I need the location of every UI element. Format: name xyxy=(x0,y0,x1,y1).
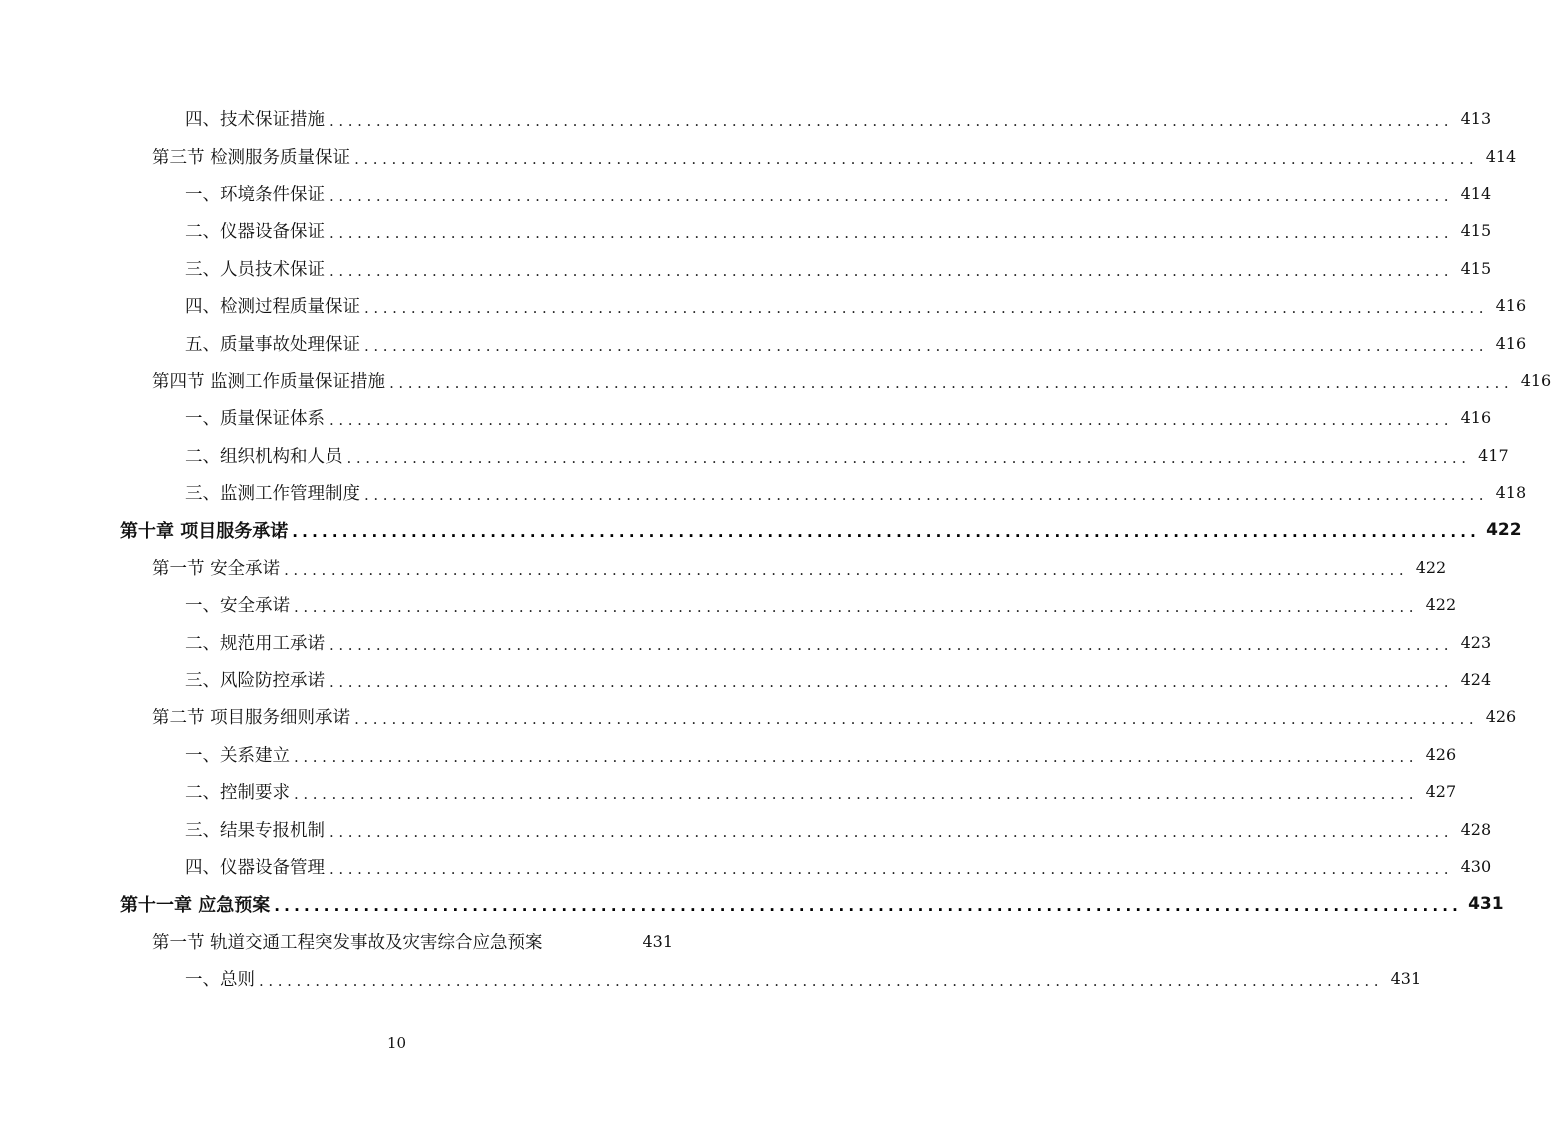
toc-subsection-entry[interactable] xyxy=(0,960,1422,997)
toc-entry-page: 414 xyxy=(1485,146,1517,166)
toc-entry-title: 五、质量事故处理保证 xyxy=(185,334,360,355)
toc-section-entry[interactable] xyxy=(0,549,1447,586)
toc-dot-leader: ........................................................................................................................ xyxy=(346,448,1471,467)
toc-entry-title: 一、关系建立 xyxy=(185,745,290,766)
toc-subsection-entry[interactable] xyxy=(0,586,1457,623)
toc-entry-page: 415 xyxy=(1460,221,1492,241)
toc-subsection-entry[interactable] xyxy=(0,474,1527,511)
toc-entry-page: 414 xyxy=(1460,183,1492,203)
toc-chapter-entry[interactable] xyxy=(0,885,1504,922)
toc-dot-leader: ........................................................................................................................ xyxy=(329,186,1454,205)
toc-entry-title: 第十章 项目服务承诺 xyxy=(120,520,289,542)
toc-entry-page: 431 xyxy=(1390,969,1422,989)
toc-entry-title: 四、检测过程质量保证 xyxy=(185,297,360,318)
toc-entry-title: 第一节 轨道交通工程突发事故及灾害综合应急预案 xyxy=(152,932,543,953)
toc-entry-page: 417 xyxy=(1478,445,1509,465)
toc-subsection-entry[interactable] xyxy=(0,661,1492,698)
toc-section-entry[interactable] xyxy=(0,698,1517,735)
toc-entry-title: 第四节 监测工作质量保证措施 xyxy=(152,371,386,392)
toc-subsection-entry[interactable] xyxy=(0,773,1457,810)
toc-subsection-entry[interactable] xyxy=(0,437,1509,474)
toc-subsection-entry[interactable] xyxy=(0,623,1492,660)
toc-entry-page: 416 xyxy=(1495,296,1527,316)
toc-entry-page: 430 xyxy=(1460,857,1492,876)
toc-chapter-entry[interactable] xyxy=(0,511,1522,548)
toc-entry-page: 431 xyxy=(1468,893,1504,914)
toc-entry-title: 一、质量保证体系 xyxy=(185,409,325,430)
toc-entry-title: 一、总则 xyxy=(185,970,255,991)
toc-entry-title: 四、技术保证措施 xyxy=(185,110,325,131)
page-number: 10 xyxy=(386,1034,407,1052)
toc-entry-page: 416 xyxy=(1520,370,1551,390)
toc-entry-page: 423 xyxy=(1460,632,1492,652)
toc-entry-page: 422 xyxy=(1415,557,1447,577)
toc-entry-page: 431 xyxy=(642,931,673,951)
toc-section-entry[interactable] xyxy=(0,923,793,960)
toc-entry-title: 三、人员技术保证 xyxy=(185,259,325,280)
toc-entry-title: 二、组织机构和人员 xyxy=(185,446,343,467)
toc-dot-leader: ........................................................................................................................ xyxy=(329,112,1454,131)
toc-subsection-entry[interactable] xyxy=(0,212,1492,249)
toc-entry-page: 426 xyxy=(1425,744,1457,764)
toc-dot-leader: ........................................................................................................................ xyxy=(294,785,1419,804)
toc-entry-title: 四、仪器设备管理 xyxy=(185,858,325,878)
toc-dot-leader: ........................................................................................................................ xyxy=(329,822,1454,841)
toc-entry-page: 422 xyxy=(1486,519,1522,540)
toc-entry-title: 第二节 项目服务细则承诺 xyxy=(152,708,351,729)
toc-entry-title: 二、仪器设备保证 xyxy=(185,222,325,243)
toc-dot-leader: ........................................................................................................................ xyxy=(364,486,1489,505)
toc-dot-leader: ........................................................................................................................ xyxy=(329,411,1454,430)
toc-entry-title: 二、控制要求 xyxy=(185,783,290,804)
toc-entry-title: 第十一章 应急预案 xyxy=(120,894,271,916)
toc-dot-leader: ........................................................................................................................ xyxy=(354,710,1479,729)
toc-subsection-entry[interactable] xyxy=(0,848,1492,885)
toc-subsection-entry[interactable] xyxy=(0,324,1527,361)
toc-subsection-entry[interactable] xyxy=(0,100,1492,137)
toc-subsection-entry[interactable] xyxy=(0,250,1492,287)
toc-subsection-entry[interactable] xyxy=(0,287,1527,324)
toc-subsection-entry[interactable] xyxy=(0,399,1492,436)
toc-entry-page: 428 xyxy=(1460,819,1492,839)
toc-entry-title: 三、风险防控承诺 xyxy=(185,671,325,692)
toc-dot-leader: ........................................................................................................................ xyxy=(274,897,1463,916)
toc-section-entry[interactable] xyxy=(0,137,1517,174)
toc-entry-page: 426 xyxy=(1485,707,1517,727)
toc-dot-leader: ........................................................................................................................ xyxy=(259,972,1384,991)
toc-subsection-entry[interactable] xyxy=(0,175,1492,212)
toc-subsection-entry[interactable] xyxy=(0,736,1457,773)
toc-dot-leader: ........................................................................................................................ xyxy=(329,635,1454,654)
toc-subsection-entry[interactable] xyxy=(0,810,1492,847)
toc-dot-leader: ........................................................................................................................ xyxy=(364,299,1489,318)
toc-dot-leader: ........................................................................................................................ xyxy=(294,747,1419,766)
toc-entry-title: 第三节 检测服务质量保证 xyxy=(152,147,351,168)
toc-dot-leader: ........................................................................................................................ xyxy=(354,149,1479,168)
toc-dot-leader: ........................................................................................................................ xyxy=(284,560,1409,579)
toc-section-entry[interactable] xyxy=(0,362,1551,399)
table-of-contents xyxy=(0,100,1551,997)
toc-entry-page: 418 xyxy=(1495,483,1527,503)
toc-dot-leader: ........................................................................................................................ xyxy=(292,523,1481,542)
toc-entry-title: 三、结果专报机制 xyxy=(185,820,325,841)
toc-entry-title: 二、规范用工承诺 xyxy=(185,633,325,654)
toc-dot-leader: ........................................................................................................................ xyxy=(389,373,1514,392)
toc-entry-title: 一、安全承诺 xyxy=(185,596,290,617)
toc-dot-leader: ........................................................................................................................ xyxy=(329,673,1454,692)
toc-dot-leader: ........................................................................................................................ xyxy=(329,224,1454,243)
toc-entry-title: 三、监测工作管理制度 xyxy=(185,484,360,505)
toc-dot-leader: ........................................................................................................................ xyxy=(329,860,1454,878)
toc-entry-page: 413 xyxy=(1460,109,1492,129)
toc-entry-page: 427 xyxy=(1425,782,1457,802)
toc-entry-title: 一、环境条件保证 xyxy=(185,184,325,205)
toc-entry-page: 416 xyxy=(1460,408,1492,428)
toc-entry-page: 415 xyxy=(1460,258,1492,278)
toc-entry-page: 424 xyxy=(1460,670,1492,690)
toc-entry-page: 416 xyxy=(1495,333,1527,353)
toc-dot-leader: ........................................................................................................................ xyxy=(294,598,1419,617)
toc-dot-leader: ........................................................................................................................ xyxy=(364,336,1489,355)
toc-entry-title: 第一节 安全承诺 xyxy=(152,558,281,579)
toc-dot-leader: ........................................................................................................................ xyxy=(329,261,1454,280)
toc-entry-page: 422 xyxy=(1425,595,1457,615)
